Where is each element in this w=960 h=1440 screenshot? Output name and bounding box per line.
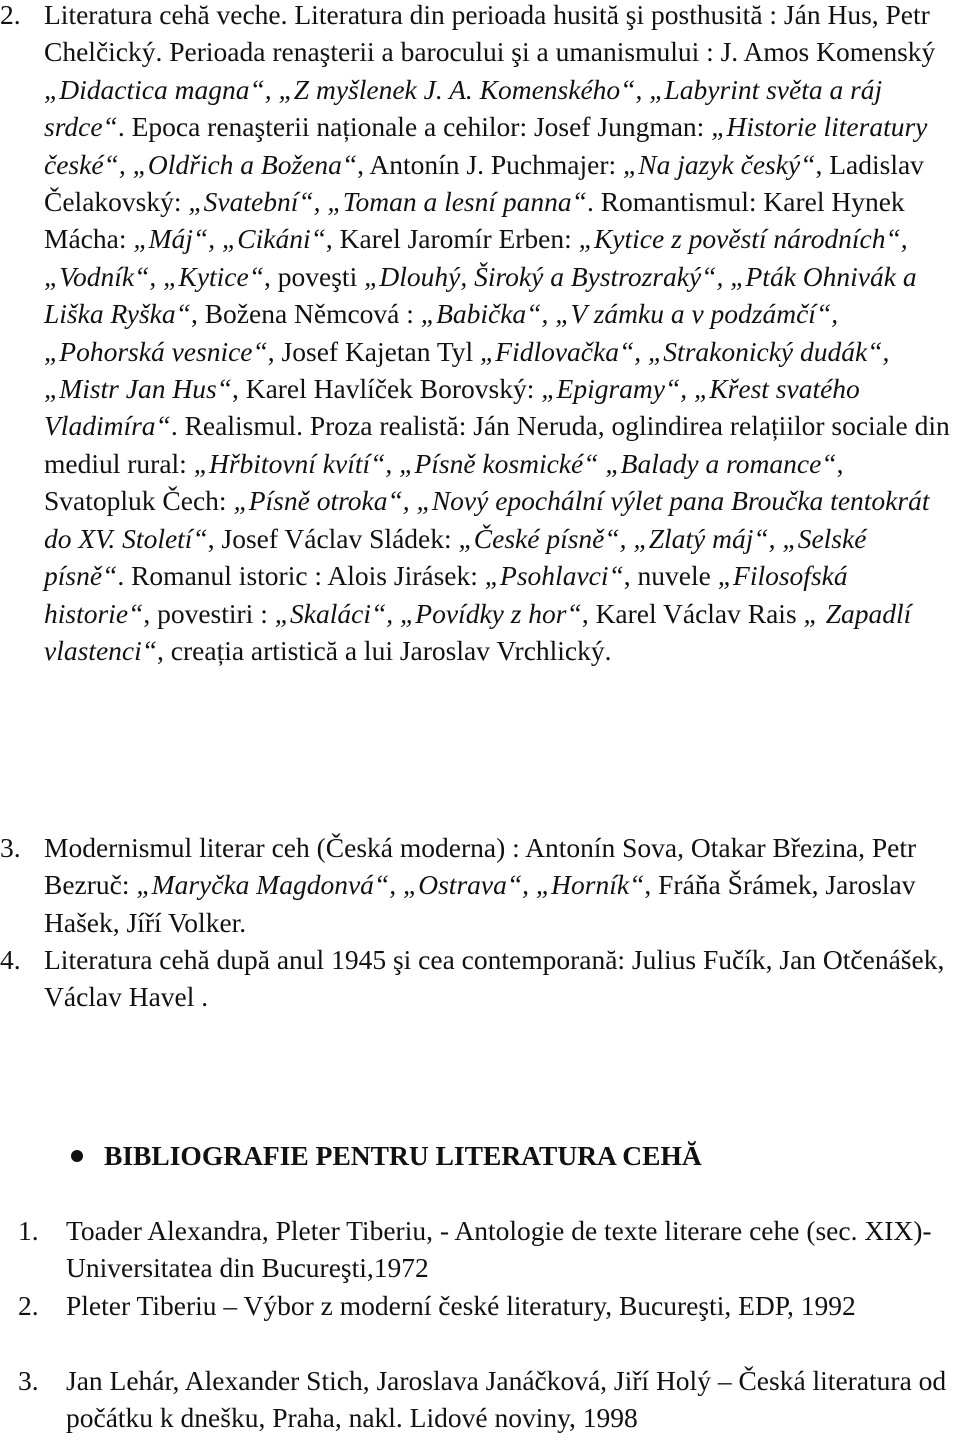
italic-title-text: „České písně“, „Zlatý máj“, „Selské písně“ [44, 522, 867, 592]
italic-title-text: „Máj“, „Cikáni“ [133, 223, 326, 255]
italic-title-text: „Písně otroka“, „Nový epochální výlet pana Broučka tentokrát do XV. Století“ [44, 485, 930, 554]
italic-title-text: „Epigramy“, „Křest svatého Vladimíra“ [44, 373, 860, 442]
italic-title-text: „Maryčka Magdonvá“, „Ostrava“, „Horník“ [136, 869, 645, 901]
italic-title-text: „Svatební“, „Toman a lesní panna“ [188, 186, 587, 218]
bibliography-number: 1. [18, 1215, 39, 1246]
italic-title-text: „Historie literatury české“, „Oldřich a Božena“ [44, 111, 928, 180]
text-run: , Josef Václav Sládek: [207, 522, 459, 554]
bibliography-heading [104, 1137, 924, 1174]
text-run: , Božena Němcová : [190, 298, 421, 330]
text-run: , Karel Václav Rais [581, 597, 804, 629]
text-run: . Epoca renaşterii naționale a cehilor: Josef Jungman: [117, 111, 712, 143]
bullet-icon [71, 1150, 83, 1162]
italic-title-text: „Kytice z pověstí národních“, „Vodník“, „Kytice“ [44, 223, 908, 292]
text-run: , Josef Kajetan Tyl [267, 335, 480, 367]
italic-title-text: „Babička“, „V zámku a v podzámčí“, „Pohorská vesnice“ [44, 298, 839, 367]
text-run: , Svatopluk Čech: [44, 447, 844, 517]
italic-title-text: „Skaláci“, „Povídky z hor“ [274, 597, 582, 629]
bibliography-number: 2. [18, 1290, 39, 1321]
italic-title-text: „Filosofská historie“ [44, 560, 848, 629]
bibliography-text: Jan Lehár, Alexander Stich, Jaroslava Janáčková, Jiří Holý – Česká literatura od počátku k dnešku, Praha, nakl. Lidové noviny, 1998 [66, 1365, 947, 1434]
bibliography-number: 3. [18, 1365, 39, 1396]
text-run: , creația artistică a lui Jaroslav Vrchlický. [157, 634, 612, 666]
list-number: 4. [0, 944, 21, 975]
text-run: , Ladislav Čelakovský: [44, 148, 924, 218]
list-text [44, 0, 952, 669]
text-run: , poveşti [264, 260, 365, 292]
text-run: , Karel Jaromír Erben: [325, 223, 579, 255]
text-run: . Realismul. Proza realistă: Ján Neruda, oglindirea relațiilor sociale din mediul rural: [44, 410, 950, 479]
text-run: , Antonín J. Puchmajer: [357, 148, 623, 180]
italic-title-text: „Psohlavci“ [484, 560, 624, 592]
list-number: 3. [0, 832, 21, 863]
text-run: , Karel Havlíček Borovský: [231, 373, 542, 405]
list-text [44, 941, 952, 1016]
bibliography-heading-text: BIBLIOGRAFIE PENTRU LITERATURA CEHĂ [104, 1140, 702, 1171]
italic-title-text: „Dlouhý, Široký a Bystrozraký“, „Pták Ohnivák a Liška Ryška“ [44, 260, 917, 330]
italic-title-text: „Na jazyk český“ [623, 148, 816, 180]
text-run: . Romantismul: Karel Hynek Mácha: [44, 186, 905, 255]
text-run: Modernismul literar ceh (Česká moderna) : Antonín Sova, Otakar Březina, Petr Bezruč: [44, 832, 917, 901]
text-run: , Fráňa Šrámek, Jaroslav Hašek, Jíří Volker. [44, 869, 916, 938]
italic-title-text: „ Zapadlí vlastenci“ [44, 597, 912, 666]
bibliography-text: Pleter Tiberiu – Výbor z moderní české literatury, Bucureşti, EDP, 1992 [66, 1290, 856, 1321]
list-number: 2. [0, 0, 21, 30]
text-run: Literatura cehă după anul 1945 şi cea contemporană: Julius Fučík, Jan Otčenášek, Václav Havel . [44, 944, 945, 1013]
italic-title-text: „Didactica magna“, „Z myšlenek J. A. Komenského“, „Labyrint světa a ráj srdce“ [44, 73, 883, 143]
text-run: , nuvele [623, 560, 718, 592]
text-run: Literatura cehă veche. Literatura din perioada husită şi posthusită : Ján Hus, Petr Chelčický. Perioada renaşterii a barocului şi a umanismului : J. Amos Komenský [44, 0, 936, 68]
italic-title-text: „Fidlovačka“, „Strakonický dudák“, „Mistr Jan Hus“ [44, 335, 890, 405]
list-text [44, 829, 952, 941]
text-run: , povestiri : [143, 597, 275, 629]
text-run: . Romanul istoric : Alois Jirásek: [117, 560, 485, 592]
italic-title-text: „Hřbitovní kvítí“, „Písně kosmické“ „Balady a romance“ [193, 447, 837, 479]
bibliography-text: Toader Alexandra, Pleter Tiberiu, - Antologie de texte literare cehe (sec. XIX)- Universitatea din Bucureşti,1972 [66, 1215, 932, 1284]
